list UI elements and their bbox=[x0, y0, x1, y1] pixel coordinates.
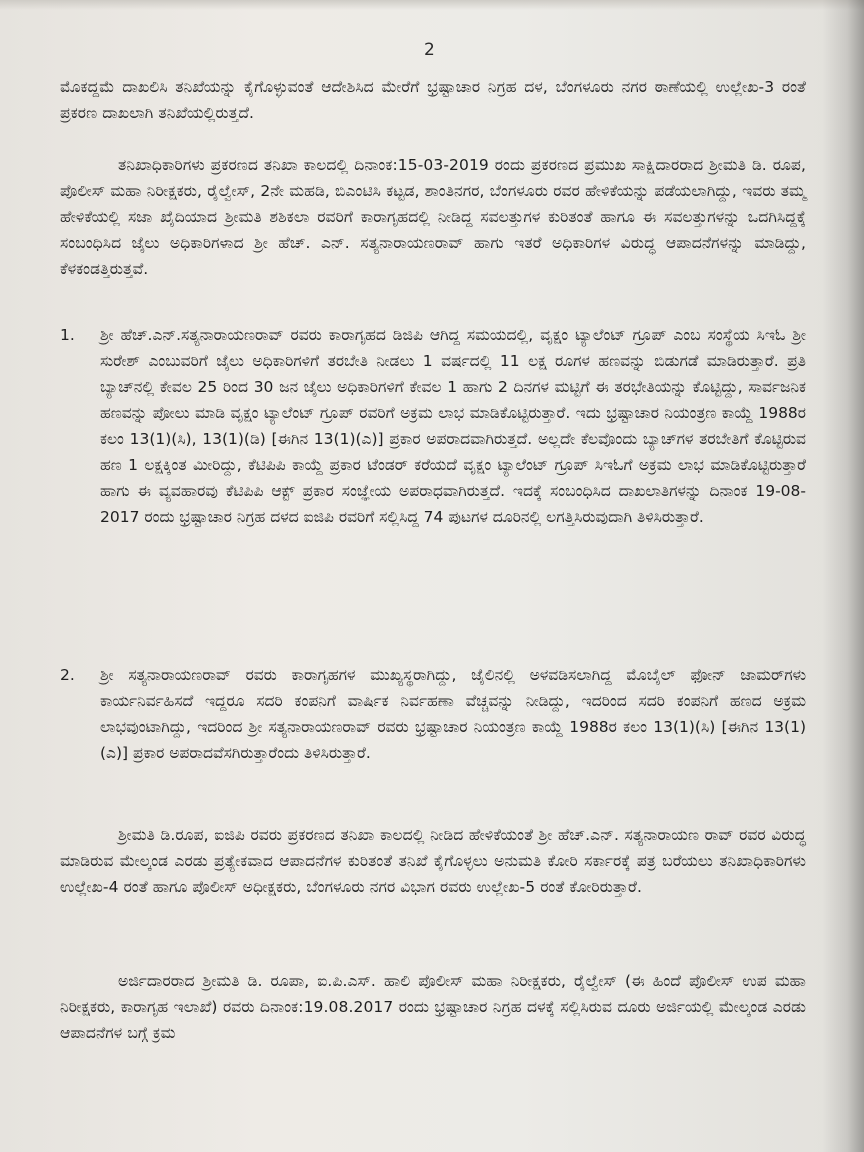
list-item-text: ಶ್ರೀ ಹೆಚ್.ಎನ್.ಸತ್ಯನಾರಾಯಣರಾವ್ ರವರು ಕಾರಾಗೃಹದ ಡಿಜಿಪಿ ಆಗಿದ್ದ ಸಮಯದಲ್ಲಿ, ವೃಕ್ಷಂ ಟ್ಯಾಲೆಂಟ್ ಗ್ರೂಪ್ ಎಂಬ ಸಂಸ್ಥೆಯ ಸಿಇಓ ಶ್ರೀ ಸುರೇಶ್ ಎಂಬುವರಿಗೆ ಜೈಲು ಅಧಿಕಾರಿಗಳಿಗೆ ತರಬೇತಿ ನೀಡಲು 1 ವರ್ಷದಲ್ಲಿ 11 ಲಕ್ಷ ರೂಗಳ ಹಣವನ್ನು ಬಿಡುಗಡೆ ಮಾಡಿರುತ್ತಾರೆ. ಪ್ರತಿ ಬ್ಯಾಚ್‌ನಲ್ಲಿ ಕೇವಲ 25 ರಿಂದ 30 ಜನ ಜೈಲು ಅಧಿಕಾರಿಗಳಿಗೆ ಕೇವಲ 1 ಹಾಗು 2 ದಿನಗಳ ಮಟ್ಟಿಗೆ ಈ ತರಭೇತಿಯನ್ನು ಕೊಟ್ಟಿದ್ದು, ಸಾರ್ವಜನಿಕ ಹಣವನ್ನು ಪೋಲು ಮಾಡಿ ವೃಕ್ಷಂ ಟ್ಯಾಲೆಂಟ್ ಗ್ರೂಪ್ ರವರಿಗೆ ಅಕ್ರಮ ಲಾಭ ಮಾಡಿಕೊಟ್ಟಿರುತ್ತಾರೆ. ಇದು ಭ್ರಷ್ಟಾಚಾರ ನಿಯಂತ್ರಣ ಕಾಯ್ದೆ 1988ರ ಕಲಂ 13(1)(ಸಿ), 13(1)(ಡಿ) [ಈಗಿನ 13(1)(ಎ)] ಪ್ರಕಾರ ಅಪರಾದವಾಗಿರುತ್ತದೆ. ಅಲ್ಲದೇ ಕೆಲವೊಂದು ಬ್ಯಾಚ್‌ಗಳ ತರಬೇತಿಗೆ ಕೊಟ್ಟಿರುವ ಹಣ 1 ಲಕ್ಷಕ್ಕಿಂತ ಮೀರಿದ್ದು, ಕೆಟಿಪಿಪಿ ಕಾಯ್ದೆ ಪ್ರಕಾರ ಟೆಂಡರ್ ಕರೆಯದೆ ವೃಕ್ಷಂ ಟ್ಯಾಲೆಂಟ್ ಗ್ರೂಪ್ ಸಿಇಓಗೆ ಅಕ್ರಮ ಲಾಭ ಮಾಡಿಕೊಟ್ಟಿರುತ್ತಾರೆ ಹಾಗು ಈ ವ್ಯವಹಾರವು ಕೆಟಿಪಿಪಿ ಆಕ್ಟ್ ಪ್ರಕಾರ ಸಂಜ್ಞೇಯ ಅಪರಾಧವಾಗಿರುತ್ತದೆ. ಇದಕ್ಕೆ ಸಂಬಂಧಿಸಿದ ದಾಖಲಾತಿಗಳನ್ನು ದಿನಾಂಕ 19-08-2017 ರಂದು ಭ್ರಷ್ಟಾಚಾರ ನಿಗ್ರಹ ದಳದ ಐಜಿಪಿ ರವರಿಗೆ ಸಲ್ಲಿಸಿದ್ದ 74 ಪುಟಗಳ ದೂರಿನಲ್ಲಿ ಲಗತ್ತಿಸಿರುವುದಾಗಿ ತಿಳಿಸಿರುತ್ತಾರೆ. bbox=[100, 326, 806, 526]
page-number: 2 bbox=[424, 40, 435, 60]
paragraph-complainant: ಅರ್ಜಿದಾರರಾದ ಶ್ರೀಮತಿ ಡಿ. ರೂಪಾ, ಐ.ಪಿ.ಎಸ್. ಹಾಲಿ ಪೊಲೀಸ್ ಮಹಾ ನಿರೀಕ್ಷಕರು, ರೈಲ್ವೇಸ್ (ಈ ಹಿಂದೆ ಪೊಲೀಸ್ ಉಪ ಮಹಾ ನಿರೀಕ್ಷಕರು, ಕಾರಾಗೃಹ ಇಲಾಖೆ) ರವರು ದಿನಾಂಕ:19.08.2017 ರಂದು ಭ್ರಷ್ಟಾಚಾರ ನಿಗ್ರಹ ದಳಕ್ಕೆ ಸಲ್ಲಿಸಿರುವ ದೂರು ಅರ್ಜಿಯಲ್ಲಿ ಮೇಲ್ಕಂಡ ಎರಡು ಆಪಾದನೆಗಳ ಬಗ್ಗೆ ಕ್ರಮ bbox=[60, 972, 806, 1042]
paragraph-intro: ಮೊಕದ್ದಮೆ ದಾಖಲಿಸಿ ತನಿಖೆಯನ್ನು ಕೈಗೊಳ್ಳುವಂತೆ ಆದೇಶಿಸಿದ ಮೇರೆಗೆ ಭ್ರಷ್ಟಾಚಾರ ನಿಗ್ರಹ ದಳ, ಬೆಂಗಳೂರು ನಗರ ಠಾಣೆಯಲ್ಲಿ ಉಲ್ಲೇಖ-3 ರಂತೆ ಪ್ರಕರಣ ದಾಖಲಾಗಿ ತನಿಖೆಯಲ್ಲಿರುತ್ತದೆ. bbox=[60, 78, 806, 122]
list-item-number: 2. bbox=[60, 666, 75, 684]
list-item-number: 1. bbox=[60, 326, 75, 344]
page-top-shadow bbox=[0, 0, 864, 10]
paragraph-statement: ತನಿಖಾಧಿಕಾರಿಗಳು ಪ್ರಕರಣದ ತನಿಖಾ ಕಾಲದಲ್ಲಿ ದಿನಾಂಕ:15-03-2019 ರಂದು ಪ್ರಕರಣದ ಪ್ರಮುಖ ಸಾಕ್ಷಿದಾರರಾದ ಶ್ರೀಮತಿ ಡಿ. ರೂಪ, ಪೊಲೀಸ್ ಮಹಾ ನಿರೀಕ್ಷಕರು, ರೈಲ್ವೇಸ್, 2ನೇ ಮಹಡಿ, ಬಿಎಂಟಿಸಿ ಕಟ್ಟಡ, ಶಾಂತಿನಗರ, ಬೆಂಗಳೂರು ರವರ ಹೇಳಿಕೆಯನ್ನು ಪಡೆಯಲಾಗಿದ್ದು, ಇವರು ತಮ್ಮ ಹೇಳಿಕೆಯಲ್ಲಿ ಸಜಾ ಖೈದಿಯಾದ ಶ್ರೀಮತಿ ಶಶಿಕಲಾ ರವರಿಗೆ ಕಾರಾಗೃಹದಲ್ಲಿ ನೀಡಿದ್ದ ಸವಲತ್ತುಗಳ ಕುರಿತಂತೆ ಹಾಗೂ ಈ ಸವಲತ್ತುಗಳನ್ನು ಒದಗಿಸಿದ್ದಕ್ಕೆ ಸಂಬಂಧಿಸಿದ ಜೈಲು ಅಧಿಕಾರಿಗಳಾದ ಶ್ರೀ ಹೆಚ್. ಎನ್. ಸತ್ಯನಾರಾಯಣರಾವ್ ಹಾಗು ಇತರೆ ಅಧಿಕಾರಿಗಳ ವಿರುದ್ಧ ಆಪಾದನೆಗಳನ್ನು ಮಾಡಿದ್ದು, ಕೆಳಕಂಡತ್ತಿರುತ್ತವೆ. bbox=[60, 156, 806, 278]
list-item-text: ಶ್ರೀ ಸತ್ಯನಾರಾಯಣರಾವ್ ರವರು ಕಾರಾಗೃಹಗಳ ಮುಖ್ಯಸ್ಥರಾಗಿದ್ದು, ಜೈಲಿನಲ್ಲಿ ಅಳವಡಿಸಲಾಗಿದ್ದ ಮೊಬೈಲ್ ಫೋನ್ ಜಾಮರ್‌ಗಳು ಕಾರ್ಯನಿರ್ವಹಿಸದೆ ಇದ್ದರೂ ಸದರಿ ಕಂಪನಿಗೆ ವಾರ್ಷಿಕ ನಿರ್ವಹಣಾ ವೆಚ್ಚವನ್ನು ನೀಡಿದ್ದು, ಇದರಿಂದ ಸದರಿ ಕಂಪನಿಗೆ ಹಣದ ಅಕ್ರಮ ಲಾಭವುಂಟಾಗಿದ್ದು, ಇದರಿಂದ ಶ್ರೀ ಸತ್ಯನಾರಾಯಣರಾವ್ ರವರು ಭ್ರಷ್ಟಾಚಾರ ನಿಯಂತ್ರಣ ಕಾಯ್ದೆ 1988ರ ಕಲಂ 13(1)(ಸಿ) [ಈಗಿನ 13(1)(ಎ)] ಪ್ರಕಾರ ಅಪರಾದವೆಸಗಿರುತ್ತಾರೆಂದು ತಿಳಿಸಿರುತ್ತಾರೆ. bbox=[100, 666, 806, 762]
page-edge-shadow bbox=[822, 0, 864, 1152]
paragraph-permission: ಶ್ರೀಮತಿ ಡಿ.ರೂಪ, ಐಜಿಪಿ ರವರು ಪ್ರಕರಣದ ತನಿಖಾ ಕಾಲದಲ್ಲಿ ನೀಡಿದ ಹೇಳಿಕೆಯಂತೆ ಶ್ರೀ ಹೆಚ್.ಎನ್. ಸತ್ಯನಾರಾಯಣ ರಾವ್ ರವರ ವಿರುದ್ಧ ಮಾಡಿರುವ ಮೇಲ್ಕಂಡ ಎರಡು ಪ್ರತ್ಯೇಕವಾದ ಆಪಾದನೆಗಳ ಕುರಿತಂತೆ ತನಿಖೆ ಕೈಗೊಳ್ಳಲು ಅನುಮತಿ ಕೋರಿ ಸರ್ಕಾರಕ್ಕೆ ಪತ್ರ ಬರೆಯಲು ತನಿಖಾಧಿಕಾರಿಗಳು ಉಲ್ಲೇಖ-4 ರಂತೆ ಹಾಗೂ ಪೊಲೀಸ್ ಅಧೀಕ್ಷಕರು, ಬೆಂಗಳೂರು ನಗರ ವಿಭಾಗ ರವರು ಉಲ್ಲೇಖ-5 ರಂತೆ ಕೋರಿರುತ್ತಾರೆ. bbox=[60, 826, 806, 896]
